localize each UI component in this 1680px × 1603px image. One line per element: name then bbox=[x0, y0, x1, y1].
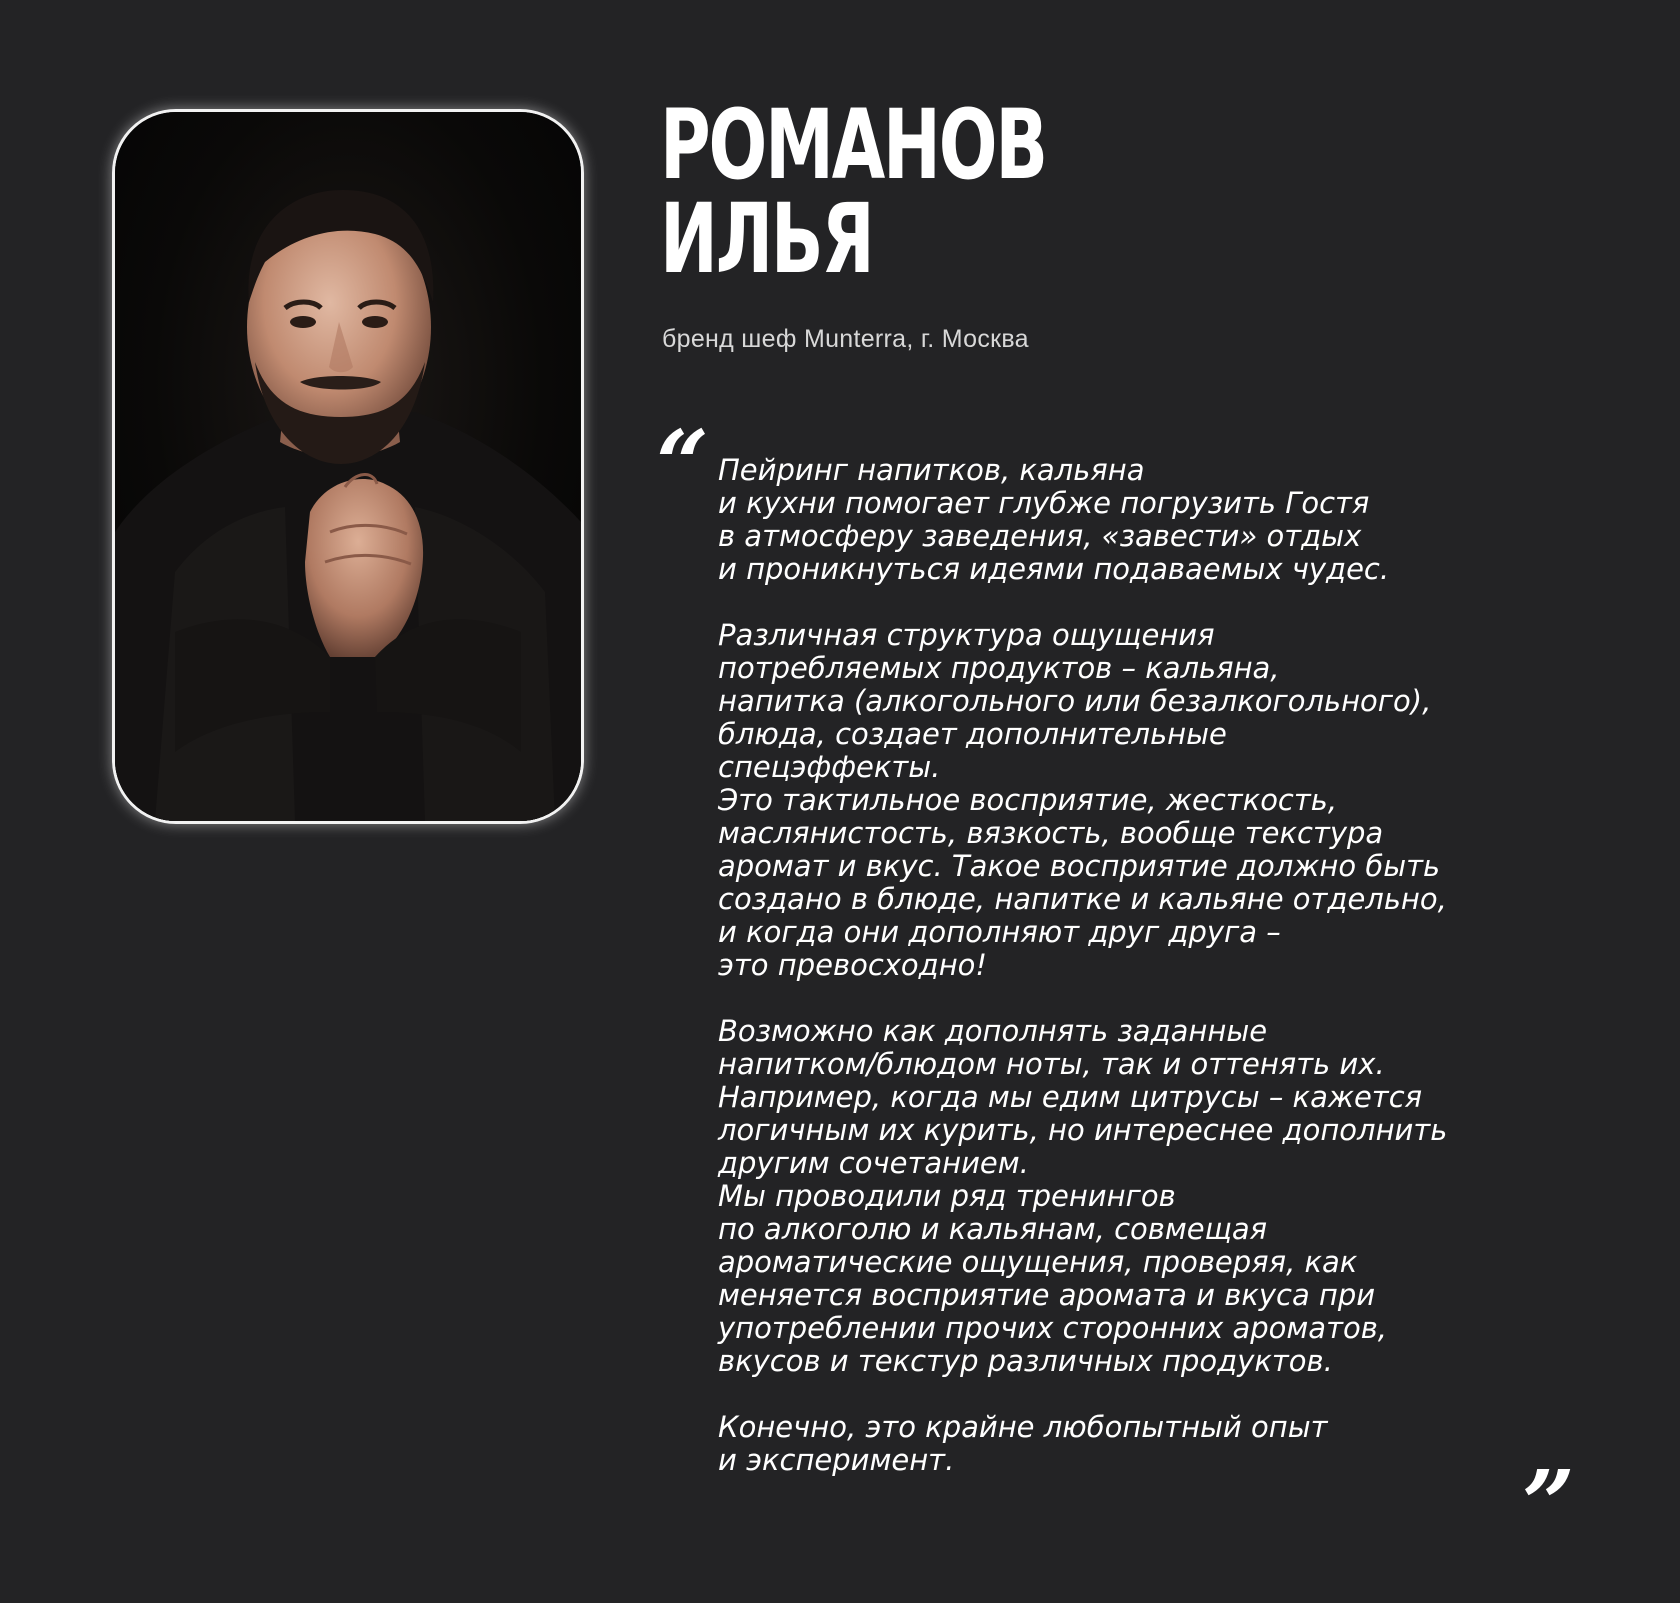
quote-line: логичным их курить, но интереснее дополнить bbox=[718, 1113, 1448, 1147]
quote-line: Конечно, это крайне любопытный опыт bbox=[718, 1410, 1328, 1444]
quote-line: Например, когда мы едим цитрусы – кажется bbox=[718, 1080, 1423, 1114]
quote-line: в атмосферу заведения, «завести» отдых bbox=[718, 519, 1362, 553]
quote-line: и эксперимент. bbox=[718, 1443, 955, 1477]
quote-line: Различная структура ощущения bbox=[718, 618, 1215, 652]
first-name: ИЛЬЯ bbox=[660, 183, 873, 295]
portrait-illustration bbox=[115, 112, 581, 821]
quote-line: и когда они дополняют друг друга – bbox=[718, 915, 1281, 949]
open-quote-icon: “ bbox=[656, 410, 709, 518]
quote-line: создано в блюде, напитке и кальяне отдельно, bbox=[718, 882, 1447, 916]
quote-paragraph-3 bbox=[718, 1015, 1598, 1378]
close-quote-icon: ” bbox=[1522, 1450, 1575, 1558]
quote-text bbox=[718, 454, 1598, 1477]
person-role: бренд шеф Munterra, г. Москва bbox=[662, 325, 1029, 353]
quote-paragraph-2 bbox=[718, 619, 1598, 982]
paragraph-spacer bbox=[718, 1378, 1598, 1411]
quote-line: по алкоголю и кальянам, совмещая bbox=[718, 1212, 1268, 1246]
quote-line: аромат и вкус. Такое восприятие должно быть bbox=[718, 849, 1441, 883]
paragraph-spacer bbox=[718, 982, 1598, 1015]
quote-line: и проникнуться идеями подаваемых чудес. bbox=[718, 552, 1390, 586]
quote-paragraph-1 bbox=[718, 454, 1598, 586]
quote-line: спецэффекты. bbox=[718, 750, 941, 784]
quote-paragraph-4 bbox=[718, 1411, 1598, 1477]
quote-line: маслянистость, вязкость, вообще текстура bbox=[718, 816, 1384, 850]
quote-line: Мы проводили ряд тренингов bbox=[718, 1179, 1176, 1213]
quote-line: блюда, создает дополнительные bbox=[718, 717, 1227, 751]
quote-line: ароматические ощущения, проверяя, как bbox=[718, 1245, 1358, 1279]
quote-line: это превосходно! bbox=[718, 948, 988, 982]
quote-line: потребляемых продуктов – кальяна, bbox=[718, 651, 1280, 685]
quote-line: Это тактильное восприятие, жесткость, bbox=[718, 783, 1338, 817]
quote-line: вкусов и текстур различных продуктов. bbox=[718, 1344, 1333, 1378]
quote-line: меняется восприятие аромата и вкуса при bbox=[718, 1278, 1376, 1312]
surname: РОМАНОВ bbox=[660, 89, 1046, 201]
quote-line: употреблении прочих сторонних ароматов, bbox=[718, 1311, 1388, 1345]
quote-line: Возможно как дополнять заданные bbox=[718, 1014, 1268, 1048]
portrait-photo bbox=[112, 109, 584, 824]
quote-line: и кухни помогает глубже погрузить Гостя bbox=[718, 486, 1370, 520]
quote-line: Пейринг напитков, кальяна bbox=[718, 453, 1145, 487]
paragraph-spacer bbox=[718, 586, 1598, 619]
person-name bbox=[660, 89, 1164, 295]
quote-line: напитком/блюдом ноты, так и оттенять их. bbox=[718, 1047, 1385, 1081]
quote-line: напитка (алкогольного или безалкогольного), bbox=[718, 684, 1432, 718]
quote-line: другим сочетанием. bbox=[718, 1146, 1029, 1180]
